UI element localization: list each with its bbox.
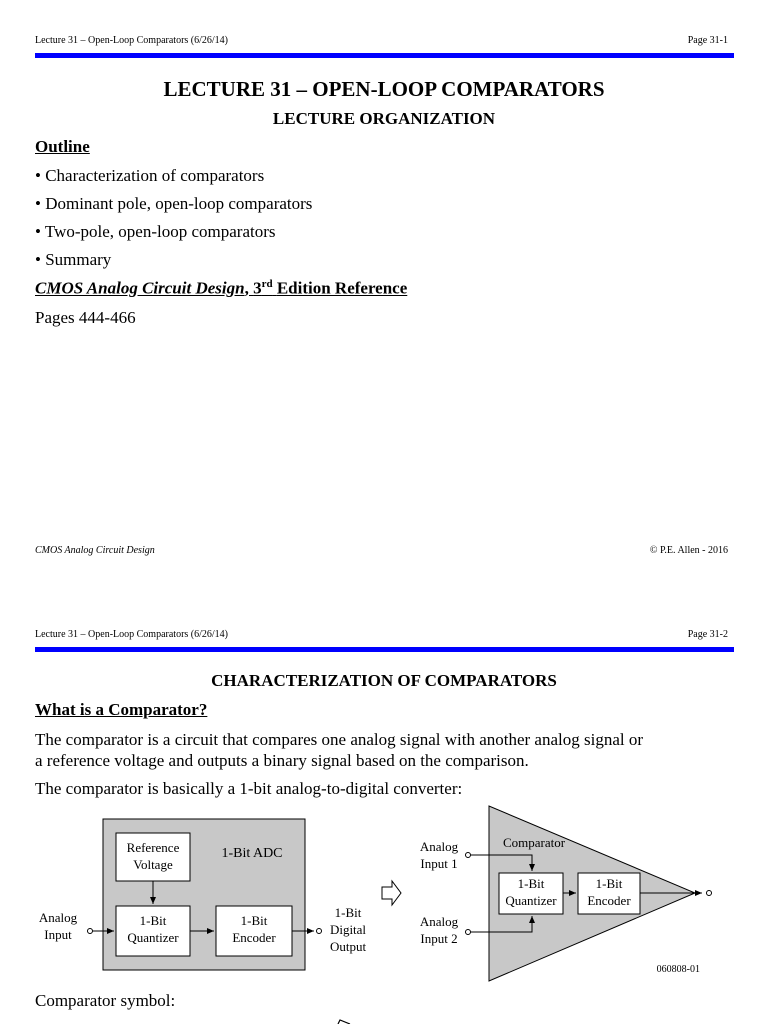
output-label-2: Digital: [329, 922, 367, 937]
outline-bullet: • Summary: [35, 250, 112, 269]
outline-bullet: • Two-pole, open-loop comparators: [35, 222, 276, 241]
quantizer-label-2: Quantizer: [127, 930, 179, 945]
output-label-3: Output: [329, 939, 367, 954]
reference-heading: CMOS Analog Circuit Design, 3rd Edition Reference: [35, 278, 408, 298]
outline-heading: Outline: [35, 137, 90, 156]
output-terminal: [317, 929, 322, 934]
input-terminal: [88, 929, 93, 934]
reference-label-2: Voltage: [133, 857, 173, 872]
input-label-1: Analog: [38, 910, 78, 925]
encoder-label-2: Encoder: [232, 930, 276, 945]
reference-pages: Pages 444-466: [35, 308, 136, 327]
input1-terminal: [466, 853, 471, 858]
page-footer-left: CMOS Analog Circuit Design: [35, 545, 155, 556]
comparator-symbol-icon: [330, 1012, 360, 1024]
definition-line-2: a reference voltage and outputs a binary signal based on the comparison.: [35, 751, 529, 770]
output-label-1: 1-Bit: [334, 905, 362, 920]
quantizer-label-1: 1-Bit: [139, 913, 167, 928]
adc-block-diagram: [0, 800, 768, 990]
header-rule: [35, 647, 734, 652]
comparator-encoder-label-1: 1-Bit: [595, 876, 623, 891]
reference-edition: 3: [253, 278, 262, 298]
comparator-output-terminal: [707, 891, 712, 896]
reference-label-1: Reference: [126, 840, 180, 855]
adc-label: 1-Bit ADC: [221, 846, 283, 861]
comparator-symbol-label: Comparator symbol:: [35, 991, 176, 1010]
reference-edition-suffix: rd: [261, 278, 273, 290]
outline-bullet: • Dominant pole, open-loop comparators: [35, 194, 313, 213]
encoder-label-1: 1-Bit: [240, 913, 268, 928]
comparator-quantizer-label-1: 1-Bit: [517, 876, 545, 891]
page-header-right: Page 31-1: [687, 35, 728, 46]
input2-label-1: Analog: [419, 914, 459, 929]
lecture-subtitle: LECTURE ORGANIZATION: [272, 109, 496, 128]
input2-label-2: Input 2: [420, 931, 458, 946]
question-heading: What is a Comparator?: [35, 700, 208, 719]
reference-book-title: CMOS Analog Circuit Design: [35, 278, 245, 298]
input1-label-1: Analog: [419, 839, 459, 854]
comparator-quantizer-label-2: Quantizer: [505, 893, 557, 908]
adc-statement: The comparator is basically a 1-bit analog-to-digital converter:: [35, 779, 463, 798]
page-footer-right: © P.E. Allen - 2016: [649, 545, 728, 556]
comparator-label: Comparator: [502, 835, 566, 850]
page-header-left: Lecture 31 – Open-Loop Comparators (6/26/14): [35, 629, 229, 640]
header-rule: [35, 53, 734, 58]
reference-suffix: Edition Reference: [276, 278, 408, 298]
page-header-left: Lecture 31 – Open-Loop Comparators (6/26/14): [35, 35, 229, 46]
equivalence-arrow-icon: [382, 881, 401, 905]
outline-bullet: • Characterization of comparators: [35, 166, 265, 185]
lecture-title: LECTURE 31 – OPEN-LOOP COMPARATORS: [163, 77, 605, 101]
page-header-right: Page 31-2: [687, 629, 728, 640]
figure-id: 060808-01: [656, 964, 700, 975]
definition-line-1: The comparator is a circuit that compares one analog signal with another analog signal or: [35, 730, 644, 749]
input-label-2: Input: [44, 927, 72, 942]
input2-terminal: [466, 930, 471, 935]
comparator-encoder-label-2: Encoder: [587, 893, 631, 908]
input1-label-2: Input 1: [420, 856, 458, 871]
section-title: CHARACTERIZATION OF COMPARATORS: [211, 671, 557, 690]
